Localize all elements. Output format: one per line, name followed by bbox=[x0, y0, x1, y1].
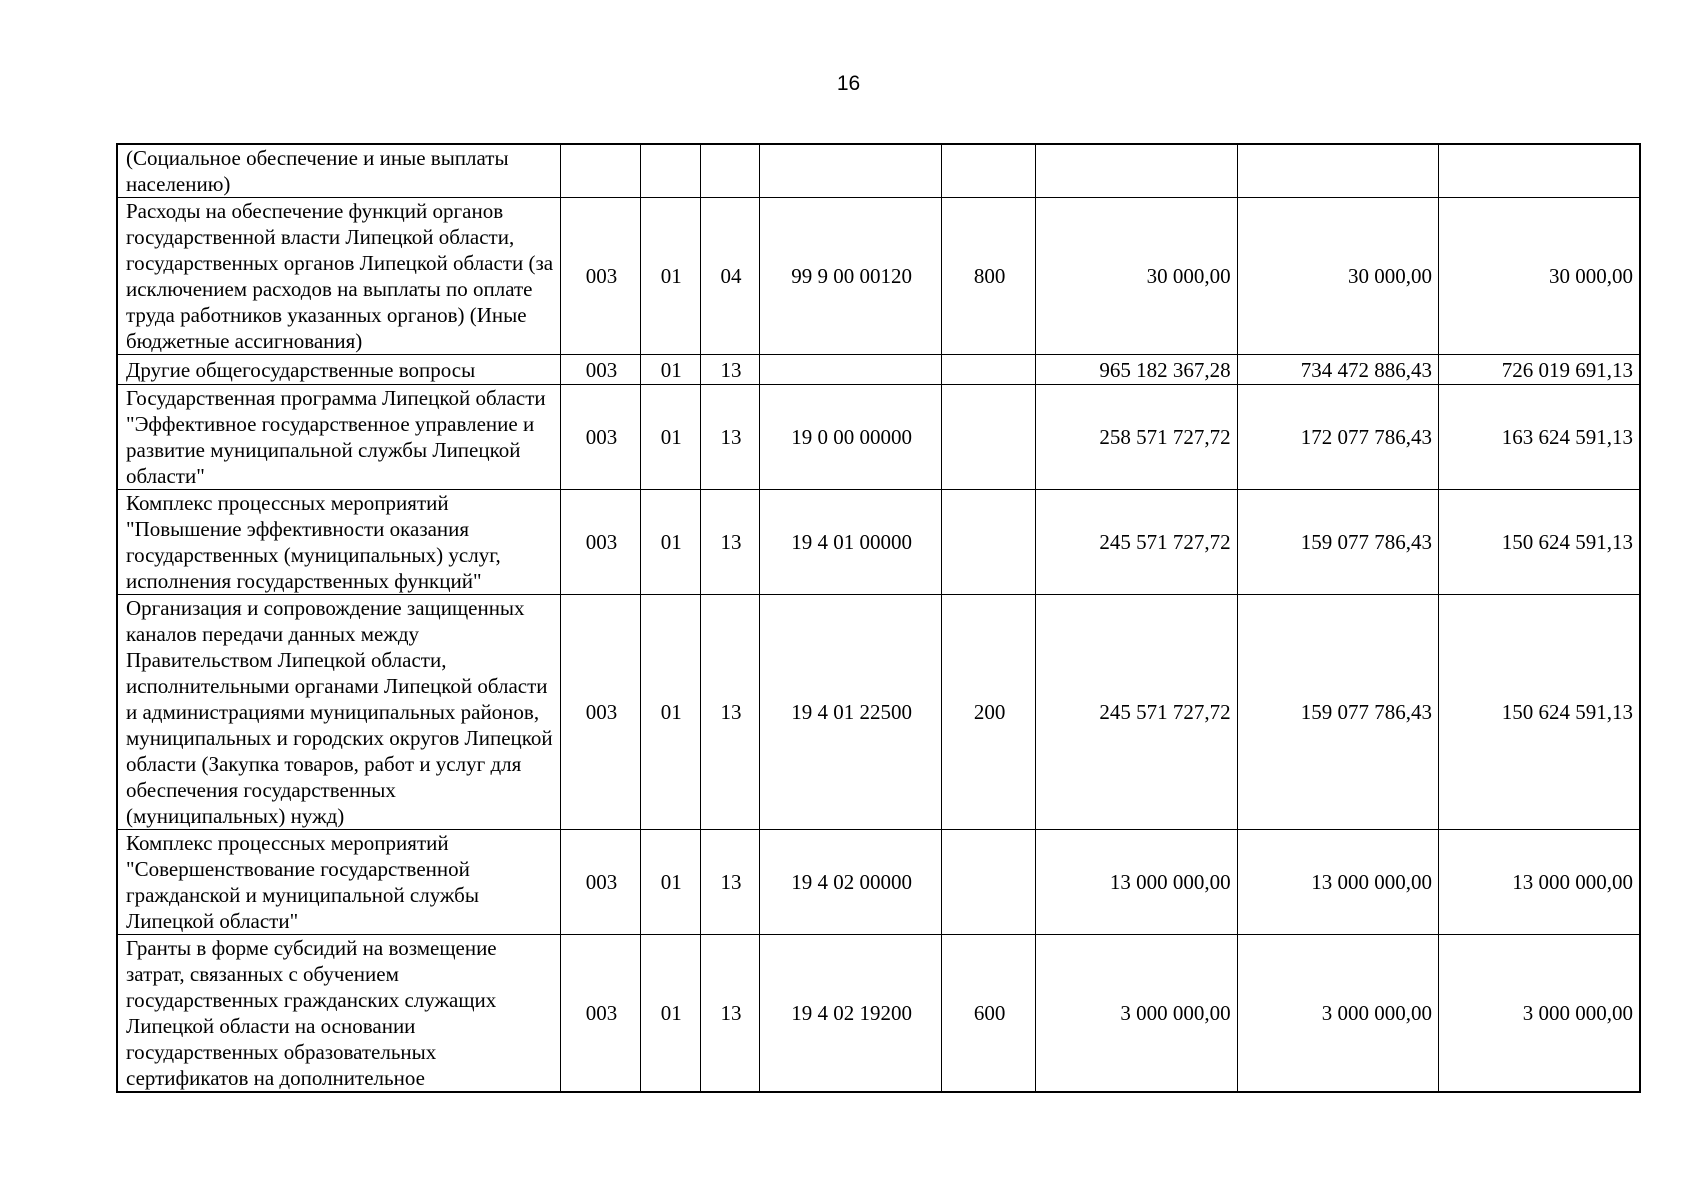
year1-amount-cell: 258 571 727,72 bbox=[1036, 385, 1237, 490]
rz-cell bbox=[640, 144, 700, 198]
year1-amount-cell: 245 571 727,72 bbox=[1036, 595, 1237, 830]
csr-cell bbox=[760, 355, 941, 385]
table-row bbox=[117, 355, 1640, 385]
rz-cell: 01 bbox=[640, 595, 700, 830]
year3-amount-cell: 163 624 591,13 bbox=[1439, 385, 1640, 490]
glav-cell: 003 bbox=[561, 595, 641, 830]
rz-cell: 01 bbox=[640, 355, 700, 385]
row-name-cell: Расходы на обеспечение функций органов государственной власти Липецкой области, государственных органов Липецкой области (за исключением расходов на выплаты по оплате труда работников указанных органов) (Иные бюджетные ассигнования) bbox=[117, 198, 561, 355]
row-name-cell: Организация и сопровождение защищенных каналов передачи данных между Правительством Липецкой области, исполнительными органами Липецкой области и администрациями муниципальных районов, муниципальных и городских округов Липецкой области (Закупка товаров, работ и услуг для обеспечения государственных (муниципальных) нужд) bbox=[117, 595, 561, 830]
year2-amount-cell bbox=[1237, 144, 1438, 198]
year3-amount-cell: 3 000 000,00 bbox=[1439, 935, 1640, 1093]
pr-cell: 13 bbox=[700, 595, 760, 830]
csr-cell: 99 9 00 00120 bbox=[760, 198, 941, 355]
table-body bbox=[117, 144, 1640, 1092]
year1-amount-cell: 245 571 727,72 bbox=[1036, 490, 1237, 595]
year2-amount-cell: 3 000 000,00 bbox=[1237, 935, 1438, 1093]
vr-cell: 600 bbox=[941, 935, 1035, 1093]
budget-table bbox=[116, 143, 1641, 1093]
pr-cell: 13 bbox=[700, 385, 760, 490]
year1-amount-cell: 965 182 367,28 bbox=[1036, 355, 1237, 385]
vr-cell bbox=[941, 385, 1035, 490]
rz-cell: 01 bbox=[640, 935, 700, 1093]
row-name-cell: Гранты в форме субсидий на возмещение затрат, связанных с обучением государственных гражданских служащих Липецкой области на основании государственных образовательных сертификатов на дополнительное bbox=[117, 935, 561, 1093]
pr-cell: 13 bbox=[700, 935, 760, 1093]
year3-amount-cell: 150 624 591,13 bbox=[1439, 490, 1640, 595]
year3-amount-cell: 726 019 691,13 bbox=[1439, 355, 1640, 385]
table-row bbox=[117, 198, 1640, 355]
rz-cell: 01 bbox=[640, 830, 700, 935]
glav-cell: 003 bbox=[561, 385, 641, 490]
vr-cell bbox=[941, 355, 1035, 385]
year2-amount-cell: 159 077 786,43 bbox=[1237, 490, 1438, 595]
vr-cell bbox=[941, 830, 1035, 935]
glav-cell: 003 bbox=[561, 490, 641, 595]
csr-cell: 19 4 01 00000 bbox=[760, 490, 941, 595]
row-name-cell: Другие общегосударственные вопросы bbox=[117, 355, 561, 385]
csr-cell: 19 4 01 22500 bbox=[760, 595, 941, 830]
glav-cell bbox=[561, 144, 641, 198]
vr-cell: 800 bbox=[941, 198, 1035, 355]
year2-amount-cell: 159 077 786,43 bbox=[1237, 595, 1438, 830]
year3-amount-cell: 30 000,00 bbox=[1439, 198, 1640, 355]
glav-cell: 003 bbox=[561, 355, 641, 385]
table-row bbox=[117, 595, 1640, 830]
rz-cell: 01 bbox=[640, 385, 700, 490]
pr-cell: 13 bbox=[700, 490, 760, 595]
pr-cell: 13 bbox=[700, 830, 760, 935]
year1-amount-cell: 3 000 000,00 bbox=[1036, 935, 1237, 1093]
table-row bbox=[117, 490, 1640, 595]
csr-cell bbox=[760, 144, 941, 198]
csr-cell: 19 4 02 00000 bbox=[760, 830, 941, 935]
year2-amount-cell: 30 000,00 bbox=[1237, 198, 1438, 355]
glav-cell: 003 bbox=[561, 935, 641, 1093]
year2-amount-cell: 734 472 886,43 bbox=[1237, 355, 1438, 385]
table-row bbox=[117, 830, 1640, 935]
year3-amount-cell: 150 624 591,13 bbox=[1439, 595, 1640, 830]
vr-cell bbox=[941, 490, 1035, 595]
vr-cell: 200 bbox=[941, 595, 1035, 830]
pr-cell: 04 bbox=[700, 198, 760, 355]
year2-amount-cell: 13 000 000,00 bbox=[1237, 830, 1438, 935]
page-number: 16 bbox=[836, 72, 861, 95]
csr-cell: 19 4 02 19200 bbox=[760, 935, 941, 1093]
pr-cell bbox=[700, 144, 760, 198]
vr-cell bbox=[941, 144, 1035, 198]
table-row bbox=[117, 144, 1640, 198]
row-name-cell: Государственная программа Липецкой области "Эффективное государственное управление и развитие муниципальной службы Липецкой области" bbox=[117, 385, 561, 490]
year2-amount-cell: 172 077 786,43 bbox=[1237, 385, 1438, 490]
year1-amount-cell: 30 000,00 bbox=[1036, 198, 1237, 355]
year1-amount-cell bbox=[1036, 144, 1237, 198]
year3-amount-cell: 13 000 000,00 bbox=[1439, 830, 1640, 935]
rz-cell: 01 bbox=[640, 198, 700, 355]
table-row bbox=[117, 385, 1640, 490]
rz-cell: 01 bbox=[640, 490, 700, 595]
row-name-cell: (Социальное обеспечение и иные выплаты населению) bbox=[117, 144, 561, 198]
year1-amount-cell: 13 000 000,00 bbox=[1036, 830, 1237, 935]
glav-cell: 003 bbox=[561, 198, 641, 355]
row-name-cell: Комплекс процессных мероприятий "Совершенствование государственной гражданской и муниципальной службы Липецкой области" bbox=[117, 830, 561, 935]
csr-cell: 19 0 00 00000 bbox=[760, 385, 941, 490]
pr-cell: 13 bbox=[700, 355, 760, 385]
row-name-cell: Комплекс процессных мероприятий "Повышение эффективности оказания государственных (муниципальных) услуг, исполнения государственных функций" bbox=[117, 490, 561, 595]
year3-amount-cell bbox=[1439, 144, 1640, 198]
glav-cell: 003 bbox=[561, 830, 641, 935]
table-row bbox=[117, 935, 1640, 1093]
